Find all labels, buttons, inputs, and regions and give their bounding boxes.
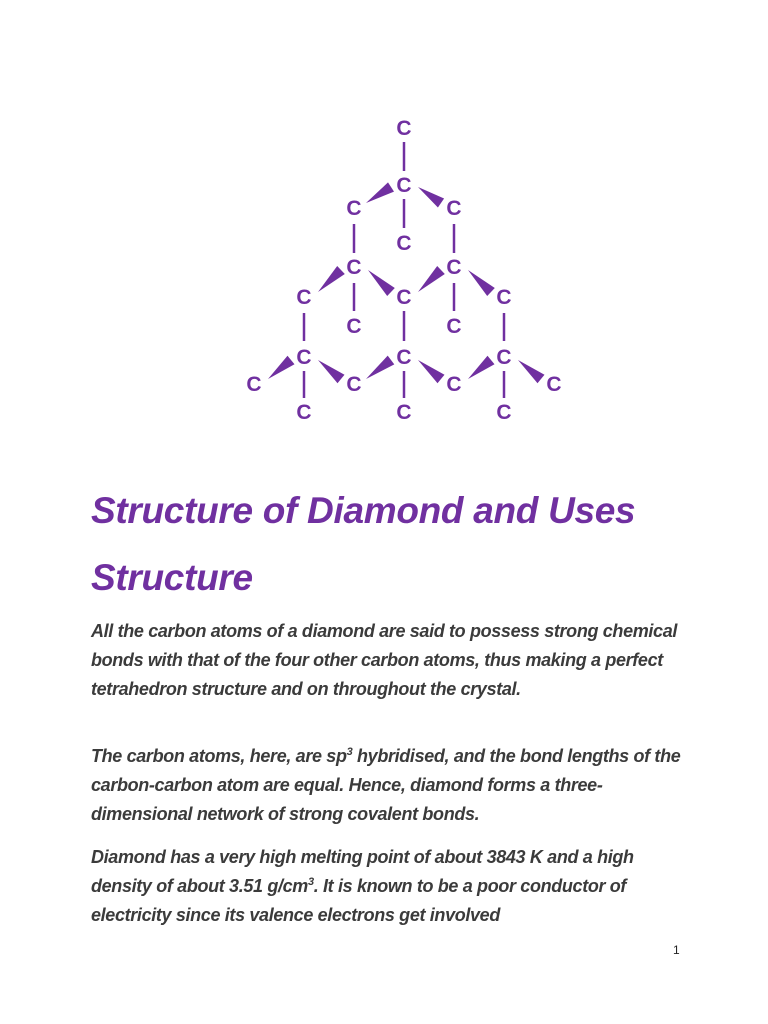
carbon-atom-label: C bbox=[446, 256, 462, 279]
wedge-bond bbox=[518, 360, 545, 383]
carbon-atom-label: C bbox=[396, 174, 412, 197]
carbon-atom-label: C bbox=[396, 346, 412, 369]
wedge-bond bbox=[468, 270, 495, 296]
paragraph-3-text bbox=[91, 843, 691, 930]
carbon-atom-label: C bbox=[446, 315, 462, 338]
wedge-bond bbox=[318, 360, 345, 383]
paragraph-3-part-1: Diamond has a very high melting point of about 3843 K and a high density of about 3.51 g/cm bbox=[91, 847, 634, 896]
carbon-atom-label: C bbox=[496, 346, 512, 369]
paragraph-2 bbox=[91, 742, 691, 829]
wedge-bond bbox=[468, 356, 495, 379]
carbon-atom-label: C bbox=[446, 197, 462, 220]
paragraph-2-part-2: hybridised, and the bond lengths of the carbon-carbon atom are equal. Hence, diamond forms a three-dimensional network of strong covalent bonds. bbox=[91, 746, 681, 824]
carbon-atom-label: C bbox=[346, 256, 362, 279]
carbon-atom-label: C bbox=[396, 232, 412, 255]
wedge-bond bbox=[318, 266, 345, 292]
paragraph-3 bbox=[91, 843, 691, 930]
carbon-atom-label: C bbox=[396, 401, 412, 424]
page-title-line-2: Structure bbox=[91, 557, 253, 598]
carbon-atom-label: C bbox=[496, 286, 512, 309]
paragraph-3-part-2: . It is known to be a poor conductor of electricity since its valence electrons get involved bbox=[91, 876, 627, 925]
paragraph-1-text: All the carbon atoms of a diamond are said to possess strong chemical bonds with that of the four other carbon atoms, thus making a perfect tetrahedron structure and on throughout the crystal. bbox=[91, 621, 678, 699]
wedge-bond bbox=[268, 356, 295, 379]
paragraph-1 bbox=[91, 617, 691, 704]
carbon-atom-label: C bbox=[546, 373, 562, 396]
paragraph-3-superscript: 3 bbox=[307, 876, 314, 888]
diamond-structure-diagram bbox=[0, 0, 768, 460]
carbon-atom-label: C bbox=[296, 401, 312, 424]
wedge-bond bbox=[418, 266, 445, 292]
carbon-atom-label: C bbox=[346, 197, 362, 220]
carbon-atom-label: C bbox=[346, 315, 362, 338]
carbon-atom-label: C bbox=[396, 117, 412, 140]
page-number: 1 bbox=[673, 943, 680, 957]
wedge-bond bbox=[366, 182, 394, 203]
carbon-atom-label: C bbox=[296, 286, 312, 309]
carbon-atom-label: C bbox=[446, 373, 462, 396]
carbon-atom-label: C bbox=[246, 373, 262, 396]
carbon-atom-label: C bbox=[396, 286, 412, 309]
carbon-atom-label: C bbox=[346, 373, 362, 396]
carbon-atom-label: C bbox=[496, 401, 512, 424]
paragraph-2-superscript: 3 bbox=[346, 746, 353, 758]
wedge-bond bbox=[418, 187, 444, 208]
page-title-line-1: Structure of Diamond and Uses bbox=[91, 490, 636, 531]
paragraph-2-text bbox=[91, 742, 691, 829]
wedge-bond bbox=[418, 360, 445, 383]
carbon-atom-label: C bbox=[296, 346, 312, 369]
wedge-bond bbox=[366, 356, 394, 379]
wedge-bond bbox=[368, 270, 395, 296]
paragraph-2-part-1: The carbon atoms, here, are sp bbox=[91, 746, 347, 766]
